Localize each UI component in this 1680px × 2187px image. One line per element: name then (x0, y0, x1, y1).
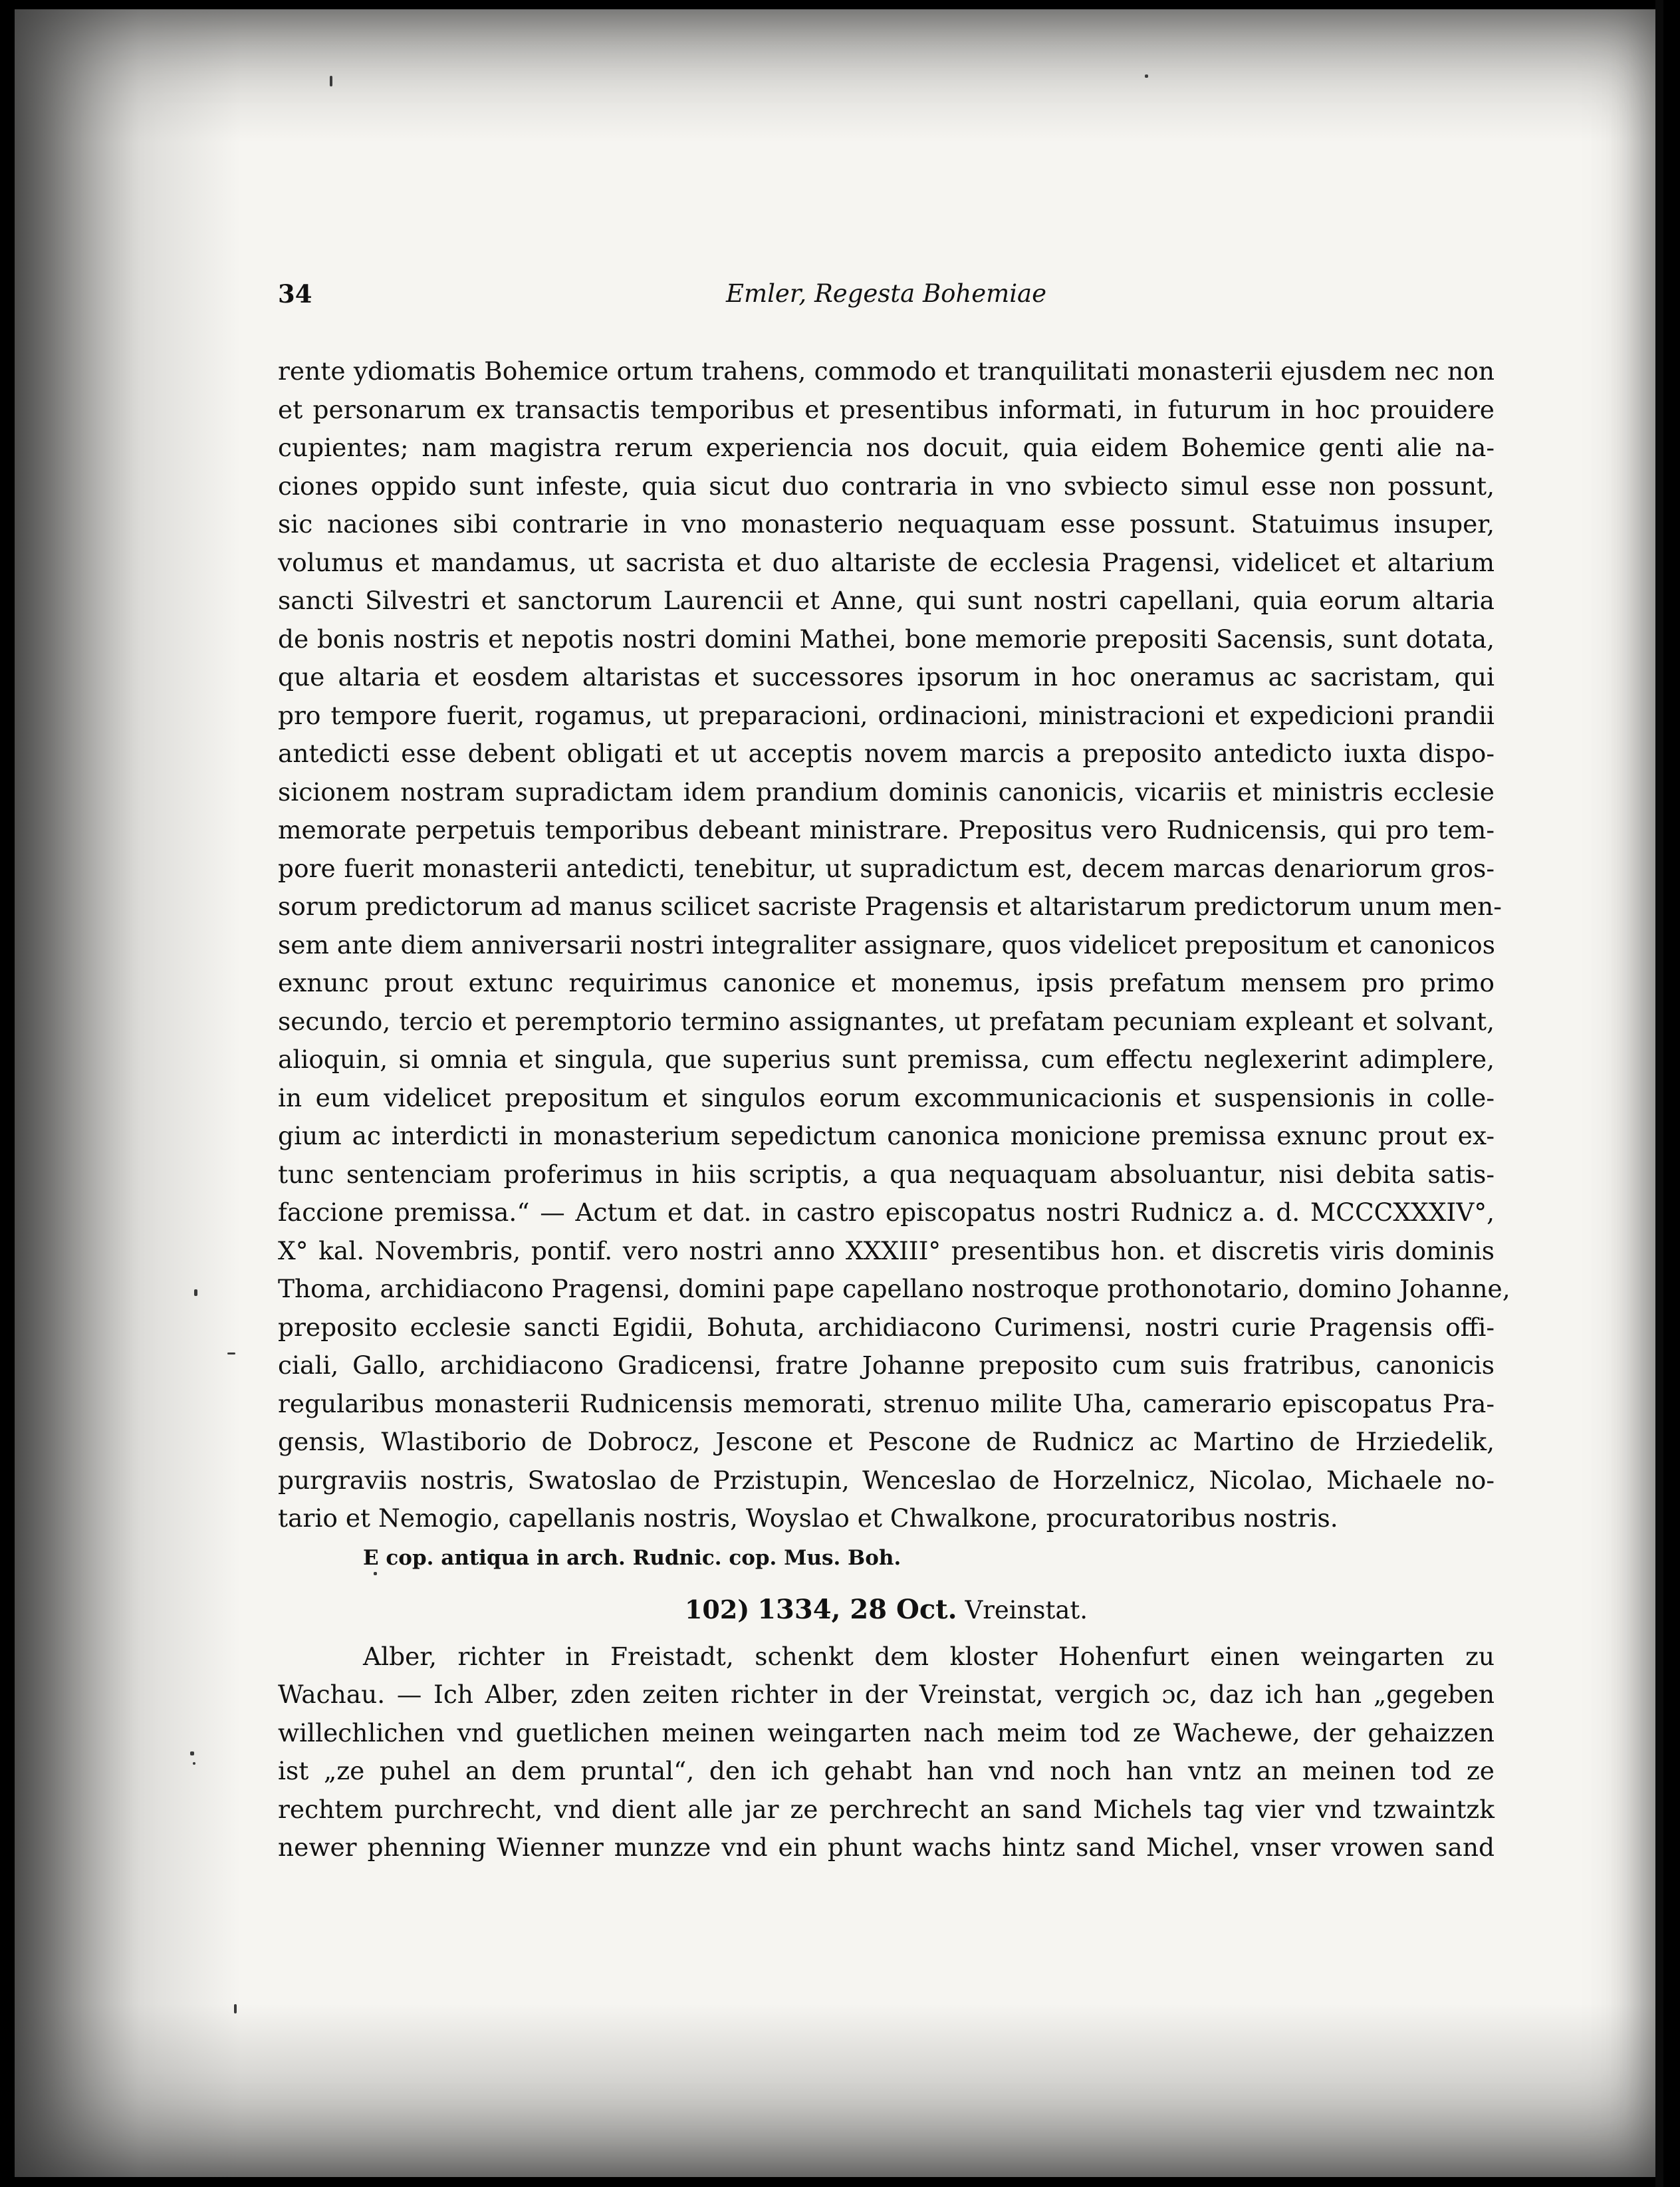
text-line: newer phenning Wienner munzze vnd ein phunt wachs hintz sand Michel, vnser vrowen sand (278, 1833, 1495, 1862)
scan-border-line (1655, 0, 1663, 2187)
text-line: antedicti esse debent obligati et ut acceptis novem marcis a preposito antedicto iuxta dispo- (278, 739, 1495, 768)
text-line: faccione premissa.“ — Actum et dat. in castro episcopatus nostri Rudnicz a. d. MCCCXXXIV°, (278, 1198, 1495, 1227)
page-body (278, 352, 1510, 1867)
document-102-text (278, 1638, 1495, 1867)
text-line: rente ydiomatis Bohemice ortum trahens, commodo et tranquilitati monasterii ejusdem nec non (278, 356, 1495, 386)
document-date: 1334, 28 Oct. (757, 1593, 957, 1625)
text-line: Alber, richter in Freistadt, schenkt dem kloster Hohenfurt einen weingarten zu (363, 1641, 1495, 1671)
bottom-edge-shadow (15, 2004, 1658, 2177)
text-line: alioquin, si omnia et singula, que superius sunt premissa, cum effectu neglexerint adimplere, (278, 1045, 1495, 1074)
text-line: regularibus monasterii Rudnicensis memorati, strenuo milite Uha, camerario episcopatus Pra- (278, 1388, 1495, 1418)
text-line: gium ac interdicti in monasterium sepedictum canonica monicione premissa exnunc prout ex- (278, 1121, 1495, 1150)
text-line: et personarum ex transactis temporibus et presentibus informati, in futurum in hoc prouidere (278, 394, 1495, 424)
text-line: pro tempore fuerit, rogamus, ut preparacioni, ordinacioni, ministracioni et expedicioni prandii (278, 700, 1495, 730)
scan-speck (193, 1762, 195, 1765)
scan-speck (227, 1352, 235, 1354)
text-line: de bonis nostris et nepotis nostri domini Mathei, bone memorie prepositi Sacensis, sunt dotata, (278, 624, 1495, 654)
running-head: Emler, Regesta Bohemiae (725, 279, 1047, 308)
text-line: secundo, tercio et peremptorio termino assignantes, ut prefatam pecuniam expleant et solvant, (278, 1006, 1495, 1036)
text-line: in eum videlicet prepositum et singulos eorum excommunicacionis et suspensionis in colle- (278, 1083, 1495, 1112)
text-line: exnunc prout extunc requirimus canonice et monemus, ipsis prefatum mensem pro primo (278, 968, 1495, 997)
text-line: Wachau. — Ich Alber, zden zeiten richter in der Vreinstat, vergich ɔc, daz ich han „gegeben (278, 1680, 1495, 1709)
text-line: pore fuerit monasterii antedicti, tenebitur, ut supradictum est, decem marcas denariorum gros- (278, 853, 1495, 883)
text-line: gensis, Wlastiborio de Dobrocz, Jescone et Pescone de Rudnicz ac Martino de Hrziedelik, (278, 1427, 1495, 1456)
text-line: cupientes; nam magistra rerum experiencia nos docuit, quia eidem Bohemice genti alie na- (278, 433, 1495, 462)
text-line: Thoma, archidiacono Pragensi, domini pape capellano nostroque prothonotario, domino Johanne, (278, 1274, 1510, 1303)
text-line: ist „ze puhel an dem pruntal“, den ich gehabt han vnd noch han vntz an meinen tod ze (278, 1756, 1495, 1785)
scan-speck (194, 1289, 197, 1296)
scan-speck (234, 2004, 237, 2013)
text-line: X° kal. Novembris, pontif. vero nostri anno XXXIII° presentibus hon. et discretis viris dominis (278, 1235, 1495, 1265)
scan-speck (1145, 74, 1148, 78)
text-line: sic naciones sibi contrarie in vno monasterio nequaquam esse possunt. Statuimus insuper, (278, 509, 1495, 539)
text-line: sancti Silvestri et sanctorum Laurencii et Anne, qui sunt nostri capellani, quia eorum altaria (278, 586, 1495, 615)
text-line: sem ante diem anniversarii nostri integraliter assignare, quos videlicet prepositum et canonicos (278, 930, 1495, 960)
top-edge-shadow (15, 9, 1658, 142)
text-line: tunc sentenciam proferimus in hiis scriptis, a qua nequaquam absoluantur, nisi debita satis- (278, 1159, 1495, 1189)
text-line: volumus et mandamus, ut sacrista et duo altariste de ecclesia Pragensi, videlicet et altarium (278, 547, 1495, 577)
scan-speck (190, 1751, 194, 1755)
page-header (278, 279, 1495, 319)
scan-speck (330, 76, 332, 86)
text-line: sicionem nostram supradictam idem prandium dominis canonicis, vicariis et ministris ecclesie (278, 777, 1495, 807)
text-line: willechlichen vnd guetlichen meinen weingarten nach meim tod ze Wachewe, der gehaizzen (278, 1718, 1495, 1747)
document-heading (278, 1579, 1495, 1638)
text-line: purgraviis nostris, Swatoslao de Przistupin, Wenceslao de Horzelnicz, Nicolao, Michaele no- (278, 1465, 1495, 1495)
document-number: 102) (684, 1594, 750, 1624)
text-line: ciali, Gallo, archidiacono Gradicensi, fratre Johanne preposito cum suis fratribus, canonicis (278, 1351, 1495, 1380)
page-number: 34 (278, 279, 312, 309)
text-line: memorate perpetuis temporibus debeant ministrare. Prepositus vero Rudnicensis, qui pro tem- (278, 815, 1495, 844)
text-line: preposito ecclesie sancti Egidii, Bohuta, archidiacono Curimensi, nostri curie Pragensis offi- (278, 1312, 1495, 1342)
text-line: rechtem purchrecht, vnd dient alle jar ze perchrecht an sand Michels tag vier vnd tzwaintzk (278, 1794, 1495, 1824)
document-place: Vreinstat. (965, 1595, 1088, 1624)
left-edge-shadow (15, 9, 241, 2177)
document-101-continuation (278, 352, 1510, 1579)
source-note: E cop. antiqua in arch. Rudnic. cop. Mus. Boh. (363, 1545, 901, 1570)
text-line: ciones oppido sunt infeste, quia sicut duo contraria in vno svbiecto simul esse non possunt, (278, 471, 1495, 501)
text-line: que altaria et eosdem altaristas et successores ipsorum in hoc oneramus ac sacristam, qui (278, 662, 1495, 692)
text-line: sorum predictorum ad manus scilicet sacriste Pragensis et altaristarum predictorum unum men- (278, 892, 1502, 921)
text-line: tario et Nemogio, capellanis nostris, Woyslao et Chwalkone, procuratoribus nostris. (278, 1503, 1338, 1533)
